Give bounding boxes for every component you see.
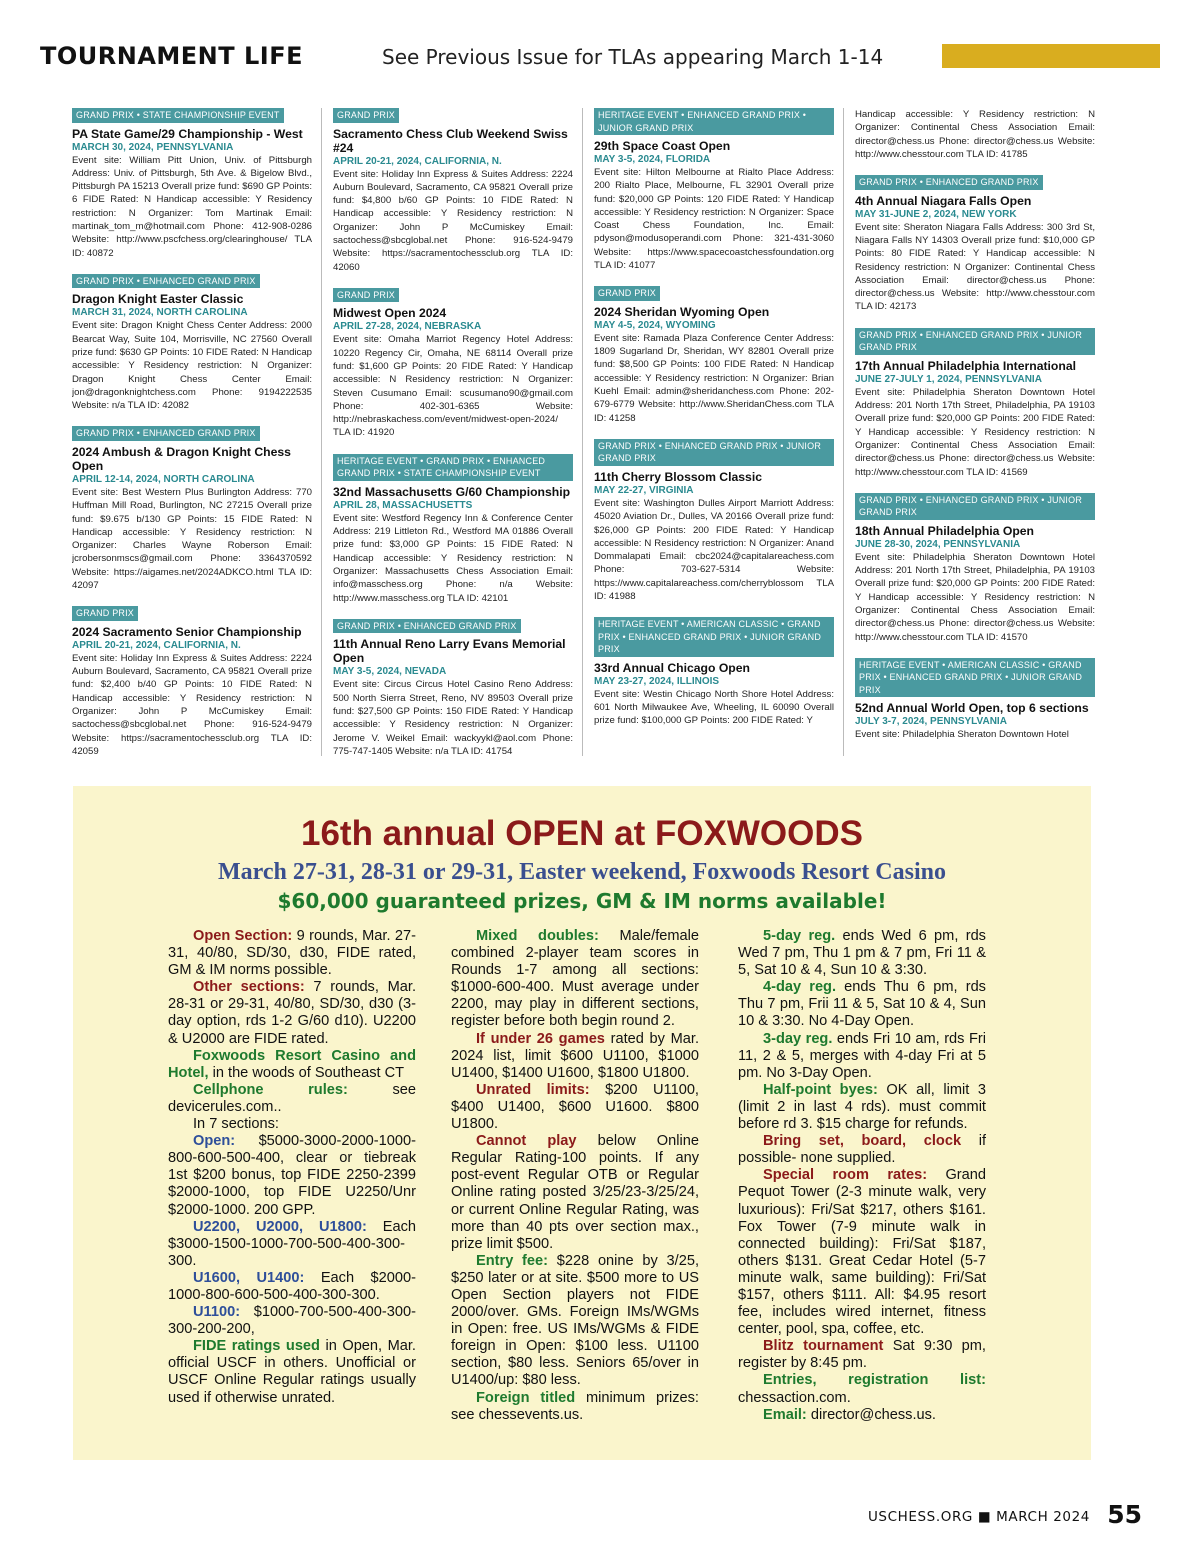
tla-listing — [594, 286, 834, 425]
ad-paragraph — [738, 1372, 986, 1406]
ad-paragraph — [168, 1116, 416, 1133]
ad-paragraph-label: U1600, U1400: — [193, 1269, 305, 1286]
event-details: Event site: Circus Circus Hotel Casino Reno Address: 500 North Sierra Street, Reno, NV 89503 Overall prize fund: $27,500 GP Points: 150 FIDE Rated: Y Handicap accessible: Y Residency restriction: N Organizer: Jerome V. Weikel Email: wackyykl@aol.com Phone: 775-747-1405 Website: n/a TLA ID: 41754 — [333, 679, 573, 756]
tla-listing — [333, 619, 573, 756]
ad-paragraph-text: chessaction.com. — [738, 1389, 851, 1406]
ad-paragraph-label: Blitz tournament — [763, 1338, 884, 1355]
event-details: Event site: Ramada Plaza Conference Center Address: 1809 Sugarland Dr, Sheridan, WY 82801 Overall prize fund: $8,500 GP Points: 100 FIDE Rated: N Handicap accessible: Y Residency restriction: N Organizer: Brian Kuehl Email: admin@sheridanchess.com Phone: 202-679-6779 Website: http://www.SheridanChess.com TLA ID: 41258 — [594, 332, 834, 424]
ad-paragraph-text: OK all, limit 3 (limit 2 in last 4 rds). must commit before rd 3. $15 charge for refunds. — [738, 1081, 986, 1133]
event-category-tag: HERITAGE EVENT • AMERICAN CLASSIC • GRAND PRIX • ENHANCED GRAND PRIX • JUNIOR GRAND PRIX — [594, 617, 834, 657]
ad-paragraph — [451, 928, 699, 1031]
ad-paragraph — [168, 928, 416, 979]
event-details: Handicap accessible: Y Residency restriction: N Organizer: Continental Chess Association Email: director@chess.us Phone: director@chess.us Website: http://www.chesstour.com TLA ID: 41785 — [855, 109, 1095, 160]
event-date-location: MARCH 31, 2024, NORTH CAROLINA — [72, 307, 248, 319]
tla-column-3 — [594, 108, 834, 756]
ad-paragraph-text: if possible- none supplied. — [738, 1133, 986, 1167]
tla-listing — [594, 108, 834, 272]
page-header — [40, 42, 1160, 76]
event-name: 33rd Annual Chicago Open — [594, 660, 750, 675]
ad-paragraph — [451, 1133, 699, 1253]
event-date-location: MAY 3-5, 2024, NEVADA — [333, 666, 447, 678]
event-details: Event site: Westford Regency Inn & Conference Center Address: 219 Littleton Rd., Westford MA 01886 Overall prize fund: $3,000 GP Points: 15 FIDE Rated: N Handicap accessible: Y Residency restriction: N Organizer: Massachusetts Chess Association Email: info@masschess.org Phone: n/a Website: http://www.masschess.org TLA ID: 42101 — [333, 512, 573, 604]
column-divider — [843, 108, 844, 756]
tla-listing — [72, 606, 312, 756]
ad-prize-line: $60,000 guaranteed prizes, GM & IM norms available! — [277, 889, 887, 913]
event-date-location: APRIL 28, MASSACHUSETTS — [333, 499, 473, 511]
event-name: 17th Annual Philadelphia International — [855, 358, 1076, 373]
event-date-location: APRIL 20-21, 2024, CALIFORNIA, N. — [72, 639, 241, 651]
ad-paragraph-label: Open: — [193, 1133, 236, 1150]
ad-paragraph-label: Entries, registration list: — [763, 1372, 986, 1389]
tla-column-1 — [72, 108, 312, 756]
event-details: Event site: Holiday Inn Express & Suites Address: 2224 Auburn Boulevard, Sacramento, CA 95821 Overall prize fund: $2,400 b/40 GP Points: 10 FIDE Rated: N Handicap accessible: Y Residency restriction: N Organizer: John P McCumiskey Email: sactochess@sbcglobal.net Phone: 916-524-9479 Website: https://sacramentochessclub.org TLA ID: 42059 — [72, 652, 312, 756]
ad-paragraph-text: rated by Mar. 2024 list, limit $600 U1100, $1000 U1400, $1400 U1600, $1800 U1800. — [451, 1030, 699, 1081]
ad-paragraph — [738, 1167, 986, 1338]
ad-paragraph-text: $228 onine by 3/25, $250 later or at site. $500 more to US Open Section players not FIDE 2000/over. GMs. Foreign IMs/WGMs in Open: free. US IMs/WGMs & FIDE foreign in Open: $100 less. U1100 section, $80 less. Seniors 65/over in U1400/up: $80 less. — [451, 1252, 699, 1389]
event-name: 2024 Sacramento Senior Championship — [72, 624, 302, 639]
event-category-tag: GRAND PRIX — [72, 606, 138, 621]
event-details: Event site: Washington Dulles Airport Marriott Address: 45020 Aviation Dr., Dulles, VA 20166 Overall prize fund: $26,000 GP Points: 200 FIDE Rated: Y Handicap accessible: N Residency restriction: N Organizer: Anand Dommalapati Email: cbc2024@capitalareachess.com Phone: 703-627-5314 Website: https://www.capitalareachess.com/cherryblossom TLA ID: 41988 — [594, 497, 834, 603]
ad-paragraph-text: Male/female combined 2-player team scores in Rounds 1-7 among all sections: $1000-600-400. Must average under 2200, may play in different sections, register before both begin round 2. — [451, 928, 699, 1030]
ad-paragraph-text: below Online Regular Rating-100 points. If any post-event Regular OTB or Regular Online rating posted 3/25/23-3/25/24, or current Online Regular Rating, was more than 40 pts over section max., prize limit $500. — [451, 1133, 699, 1252]
event-date-location: MAY 31-JUNE 2, 2024, NEW YORK — [855, 208, 1017, 220]
ad-paragraph-label: Half-point byes: — [763, 1081, 878, 1098]
ad-paragraph-text: ends Wed 6 pm, rds Wed 7 pm, Thu 1 pm & 7 pm, Fri 11 & 5, Sat 10 & 4, Sun 10 & 3:30. — [738, 928, 986, 979]
event-date-location: MAY 23-27, 2024, ILLINOIS — [594, 675, 720, 687]
event-category-tag: GRAND PRIX • ENHANCED GRAND PRIX — [855, 175, 1043, 190]
ad-paragraph — [451, 1082, 699, 1133]
tla-listing — [855, 493, 1095, 644]
tla-listing — [333, 108, 573, 274]
footer-masthead — [868, 1509, 1090, 1525]
event-date-location: MAY 4-5, 2024, WYOMING — [594, 319, 716, 331]
event-details: Event site: Dragon Knight Chess Center Address: 2000 Bearcat Way, Suite 104, Morrisville, NC 27560 Overall prize fund: $630 GP Points: 10 FIDE Rated: N Handicap accessible: Y Residency restriction: N Organizer: Dragon Knight Chess Center Email: jon@dragonknightchess.com Phone: 9194222535 Website: n/a TLA ID: 42082 — [72, 320, 312, 412]
event-category-tag: GRAND PRIX — [594, 286, 660, 301]
header-accent-bar — [942, 44, 1160, 68]
ad-paragraph-text: $200 U1100, $400 U1400, $600 U1600. $800 U1800. — [451, 1081, 699, 1133]
ad-paragraph — [738, 1082, 986, 1133]
tla-listing — [594, 617, 834, 727]
event-details: Event site: Philadelphia Sheraton Downtown Hotel Address: 201 North 17th Street, Philadelphia, PA 19103 Overall prize fund: $20,000 GP Points: 200 FIDE Rated: Y Handicap accessible: Y Residency restriction: N Organizer: Continental Chess Association Email: director@chess.us Phone: director@chess.us Website: http://www.chesstour.com TLA ID: 41569 — [855, 386, 1095, 478]
page-footer — [842, 1500, 1142, 1534]
event-name: 2024 Ambush & Dragon Knight Chess Open — [72, 444, 291, 473]
ad-paragraph-label: U1100: — [193, 1304, 241, 1321]
tla-listing — [333, 454, 573, 605]
event-name: Midwest Open 2024 — [333, 306, 447, 321]
ad-paragraph-text: in Open, Mar. official USCF in others. Unofficial or USCF Online Regular ratings usually used if otherwise unrated. — [168, 1338, 416, 1406]
ad-paragraph — [738, 1407, 986, 1424]
ad-paragraph-label: Unrated limits: — [476, 1081, 590, 1098]
event-category-tag: GRAND PRIX • ENHANCED GRAND PRIX • JUNIOR GRAND PRIX — [855, 328, 1095, 355]
ad-title: 16th annual OPEN at FOXWOODS — [300, 814, 864, 853]
section-subtitle: See Previous Issue for TLAs appearing March 1-14 — [382, 45, 884, 69]
ad-paragraph — [451, 1253, 699, 1390]
ad-paragraph — [168, 1304, 416, 1338]
ad-paragraph — [738, 1133, 986, 1167]
ad-paragraph-text: 9 rounds, Mar. 27-31, 40/80, SD/30, d30, FIDE rated, GM & IM norms possible. — [168, 928, 416, 979]
ad-paragraph — [738, 979, 986, 1030]
event-category-tag: HERITAGE EVENT • AMERICAN CLASSIC • GRAND PRIX • ENHANCED GRAND PRIX • JUNIOR GRAND PRIX — [855, 658, 1095, 698]
tla-listing — [855, 175, 1095, 314]
event-details: Event site: Best Western Plus Burlington Address: 770 Huffman Mill Road, Burlington, NC 27215 Overall prize fund: $9.675 b/130 GP Points: 15 FIDE Rated: N Handicap accessible: Y Residency restriction: N Organizer: Charles Wayne Roberson Email: jcrobersonmscs@gmail.com Phone: 3364370592 Website: https://aigames.net/2024ADKCO.html TLA ID: 42097 — [72, 486, 312, 592]
ad-column-1 — [168, 928, 416, 1448]
ad-paragraph-text: $1000-700-500-400-300-300-200-200, — [168, 1304, 416, 1338]
ad-paragraph-text: $5000-3000-2000-1000-800-600-500-400, clear or tiebreak 1st $200 bonus, top FIDE 2250-2399 $2000-1000, top FIDE U2250/Unr $2000-1000. 200 GPP. — [168, 1133, 416, 1218]
page-number: 55 — [1107, 1500, 1142, 1529]
event-details: Event site: Sheraton Niagara Falls Address: 300 3rd St, Niagara Falls NY 14303 Overall prize fund: $10,000 GP Points: 80 FIDE Rated: Y Handicap accessible: N Residency restriction: N Organizer: Continental Chess Association Email: director@chess.us Phone: director@chess.us Website: http://www.chesstour.com TLA ID: 42173 — [855, 221, 1095, 313]
event-name: 18th Annual Philadelphia Open — [855, 523, 1034, 538]
event-date-location: JUNE 27-JULY 1, 2024, PENNSYLVANIA — [855, 373, 1042, 385]
tla-column-4 — [855, 108, 1095, 756]
ad-paragraph-label: Entry fee: — [476, 1252, 548, 1269]
ad-paragraph — [738, 928, 986, 979]
ad-paragraph-text: in the woods of Southeast CT — [208, 1064, 405, 1081]
ad-paragraph — [168, 1048, 416, 1082]
event-category-tag: GRAND PRIX • ENHANCED GRAND PRIX — [72, 426, 260, 441]
event-name: 11th Cherry Blossom Classic — [594, 469, 762, 484]
event-date-location: APRIL 12-14, 2024, NORTH CAROLINA — [72, 473, 255, 485]
ad-paragraph — [168, 1133, 416, 1218]
ad-paragraph-label: Mixed doubles: — [476, 928, 599, 944]
event-details: Event site: William Pitt Union, Univ. of Pittsburgh Address: Univ. of Pittsburgh, 5th Ave. & Bigelow Blvd., Pittsburgh PA 15213 Overall prize fund: $690 GP Points: 6 FIDE Rated: N Handicap accessible: Y Residency restriction: N Organizer: Tom Martinak Email: martinak_tom_m@hotmail.com Phone: 412-908-0286 Website: http://www.pscfchess.org/clearinghouse/ TLA ID: 40872 — [72, 154, 312, 259]
foxwoods-ad — [73, 786, 1091, 1460]
ad-paragraph-text: see devicerules.com.. — [168, 1081, 416, 1115]
event-name: 11th Annual Reno Larry Evans Memorial Open — [333, 637, 566, 666]
ad-column-2 — [451, 928, 699, 1448]
ad-paragraph — [738, 1031, 986, 1082]
ad-paragraph-text: 7 rounds, Mar. 28-31 or 29-31, 40/80, SD/30, d30 (3-day option, rds 1-2 G/60 d10). U2200 & U2000 are FIDE rated. — [168, 979, 416, 1047]
ad-paragraph — [168, 1270, 416, 1304]
event-category-tag: GRAND PRIX • ENHANCED GRAND PRIX • JUNIOR GRAND PRIX — [594, 439, 834, 466]
ad-paragraph-label: Special room rates: — [763, 1167, 928, 1184]
ad-paragraph-label: Foreign titled — [476, 1389, 576, 1406]
ad-paragraph-text: Each $3000-1500-1000-700-500-400-300-300. — [168, 1218, 416, 1269]
ad-paragraph-label: U2200, U2000, U1800: — [193, 1218, 367, 1235]
event-details: Event site: Philadelphia Sheraton Downtown Hotel — [855, 729, 1069, 741]
event-category-tag: GRAND PRIX • ENHANCED GRAND PRIX • JUNIOR GRAND PRIX — [855, 493, 1095, 520]
event-category-tag: GRAND PRIX • STATE CHAMPIONSHIP EVENT — [72, 108, 284, 123]
event-details: Event site: Omaha Marriot Regency Hotel Address: 10220 Regency Cir, Omaha, NE 68114 Overall prize fund: $1,600 GP Points: 20 FIDE Rated: Y Handicap accessible: N Residency restriction: N Organizer: Steven Cusumano Email: scusumano90@gmail.com Phone: 402-301-6365 Website: http://nebraskachess.com/event/midwest-open-2024/ TLA ID: 41920 — [333, 334, 573, 439]
event-details: Event site: Holiday Inn Express & Suites Address: 2224 Auburn Boulevard, Sacramento, CA 95821 Overall prize fund: $4,800 b/60 GP Points: 10 FIDE Rated: N Handicap accessible: Y Residency restriction: N Organizer: John P McCumiskey Email: sactochess@sbcglobal.net Phone: 916-524-9479 Website: https://sacramentochessclub.org TLA ID: 42060 — [333, 168, 573, 273]
ad-paragraph-text: ends Fri 10 am, rds Fri 11, 2 & 5, merges with 4-day Fri at 5 pm. No 3-Day Open. — [738, 1030, 986, 1081]
event-date-location: JULY 3-7, 2024, PENNSYLVANIA — [855, 716, 1007, 728]
event-name: 29th Space Coast Open — [594, 139, 731, 153]
section-title: TOURNAMENT LIFE — [40, 42, 304, 70]
event-name: Dragon Knight Easter Classic — [72, 292, 244, 307]
ad-paragraph-label: Cellphone rules: — [193, 1081, 348, 1098]
tla-listing — [72, 108, 312, 260]
column-divider — [321, 108, 322, 756]
column-divider — [582, 108, 583, 756]
ad-paragraph-label: 3-day reg. — [763, 1030, 833, 1047]
footer-site: USCHESS.ORG — [867, 1509, 973, 1525]
ad-paragraph-label: Bring set, board, clock — [763, 1133, 962, 1150]
event-date-location: MAY 22-27, VIRGINIA — [594, 484, 694, 496]
tla-listing — [72, 426, 312, 592]
event-category-tag: GRAND PRIX • ENHANCED GRAND PRIX — [333, 619, 521, 634]
ad-paragraph-text: Each $2000-1000-800-600-500-400-300-300. — [168, 1269, 416, 1303]
ad-paragraph-label: FIDE ratings used — [193, 1338, 320, 1355]
event-date-location: JUNE 28-30, 2024, PENNSYLVANIA — [855, 538, 1021, 550]
event-details: Event site: Philadelphia Sheraton Downtown Hotel Address: 201 North 17th Street, Philadelphia, PA 19103 Overall prize fund: $20,000 GP Points: 200 FIDE Rated: Y Handicap accessible: Y Residency restriction: N Organizer: Continental Chess Association Email: director@chess.us Phone: director@chess.us Website: http://www.chesstour.com TLA ID: 41570 — [855, 551, 1095, 643]
ad-subtitle: March 27-31, 28-31 or 29-31, Easter weekend, Foxwoods Resort Casino — [218, 859, 946, 885]
ad-paragraph-label: Cannot play — [476, 1133, 577, 1150]
event-date-location: MARCH 30, 2024, PENNSYLVANIA — [72, 141, 234, 153]
event-category-tag: HERITAGE EVENT • GRAND PRIX • ENHANCED GRAND PRIX • STATE CHAMPIONSHIP EVENT — [333, 454, 573, 481]
event-category-tag: GRAND PRIX — [333, 288, 399, 303]
event-name: 4th Annual Niagara Falls Open — [855, 193, 1032, 208]
ad-paragraph-text: Sat 9:30 pm, register by 8:45 pm. — [738, 1338, 986, 1372]
ad-paragraph — [168, 979, 416, 1047]
event-category-tag: HERITAGE EVENT • ENHANCED GRAND PRIX • JUNIOR GRAND PRIX — [594, 108, 834, 135]
event-name: 2024 Sheridan Wyoming Open — [594, 304, 770, 319]
tla-listing — [855, 658, 1095, 742]
ad-paragraph-label: 4-day reg. — [763, 979, 837, 996]
ad-paragraph — [168, 1219, 416, 1270]
event-date-location: MAY 3-5, 2024, FLORIDA — [594, 154, 711, 165]
ad-paragraph-label: Email: — [763, 1406, 807, 1423]
tla-listing — [72, 274, 312, 413]
ad-paragraph-label: Foxwoods Resort Casino and Hotel, — [168, 1047, 416, 1081]
event-name: PA State Game/29 Championship - West — [72, 126, 303, 141]
ad-paragraph-label: Open Section: — [193, 928, 293, 944]
ad-paragraph-label: 5-day reg. — [763, 928, 836, 944]
tla-listing — [594, 439, 834, 603]
ad-paragraph-text: ends Thu 6 pm, rds Thu 7 pm, Frii 11 & 5, Sat 10 & 4, Sun 10 & 3:30. No 4-Day Open. — [738, 979, 986, 1030]
tla-listing — [855, 328, 1095, 479]
footer-issue: MARCH 2024 — [996, 1509, 1090, 1525]
ad-column-3 — [738, 928, 986, 1448]
ad-paragraph-label: Other sections: — [193, 979, 305, 996]
ad-paragraph-label: If under 26 games — [476, 1030, 605, 1047]
ad-paragraph — [168, 1338, 416, 1406]
event-name: 32nd Massachusetts G/60 Championship — [333, 484, 571, 499]
tla-listing — [333, 288, 573, 440]
event-details: Event site: Hilton Melbourne at Rialto Place Address: 200 Rialto Place, Melbourne, FL 32901 Overall prize fund: $20,000 GP Points: 120 FIDE Rated: Y Handicap accessible: Y Residency restriction: N Organizer: Space Coast Chess Foundation, Inc. Email: pdyson@modusoperandi.com Phone: 321-431-3060 Website: https://www.spacecoastchessfoundation.org TLA ID: 41077 — [594, 167, 834, 272]
event-name: 52nd Annual World Open, top 6 sections — [855, 701, 1089, 716]
event-date-location: APRIL 27-28, 2024, NEBRASKA — [333, 321, 482, 333]
tla-column-2 — [333, 108, 573, 756]
event-name: Sacramento Chess Club Weekend Swiss #24 — [333, 126, 568, 155]
ad-paragraph-text: director@chess.us. — [806, 1406, 936, 1423]
ad-paragraph-text: Grand Pequot Tower (2-3 minute walk, very luxurious): Fri/Sat $217, others $161. Fox Tower (7-9 minute walk in connected building): Fri/Sat $187, others $131. Great Cedar Hotel (5-7 minute walk, same building): Fri/Sat $157, others $111. All: $4.95 resort fee, includes wired internet, fitness center, pool, spa, coffee, etc. — [738, 1167, 986, 1338]
ad-paragraph-text: minimum prizes: see chessevents.us. — [451, 1389, 699, 1423]
event-details: Event site: Westin Chicago North Shore Hotel Address: 601 North Milwaukee Ave, Wheeling, IL 60090 Overall prize fund: $100,000 GP Points: 200 FIDE Rated: Y — [594, 688, 834, 727]
ad-paragraph — [738, 1338, 986, 1372]
ad-paragraph — [451, 1031, 699, 1082]
ad-paragraph — [168, 1082, 416, 1116]
event-category-tag: GRAND PRIX — [333, 108, 399, 123]
event-date-location: APRIL 20-21, 2024, CALIFORNIA, N. — [333, 155, 502, 167]
ad-paragraph-text: In 7 sections: — [193, 1116, 279, 1133]
tla-listing — [855, 108, 1095, 161]
event-category-tag: GRAND PRIX • ENHANCED GRAND PRIX — [72, 274, 260, 289]
ad-paragraph — [451, 1390, 699, 1424]
footer-separator: ■ — [977, 1509, 992, 1525]
